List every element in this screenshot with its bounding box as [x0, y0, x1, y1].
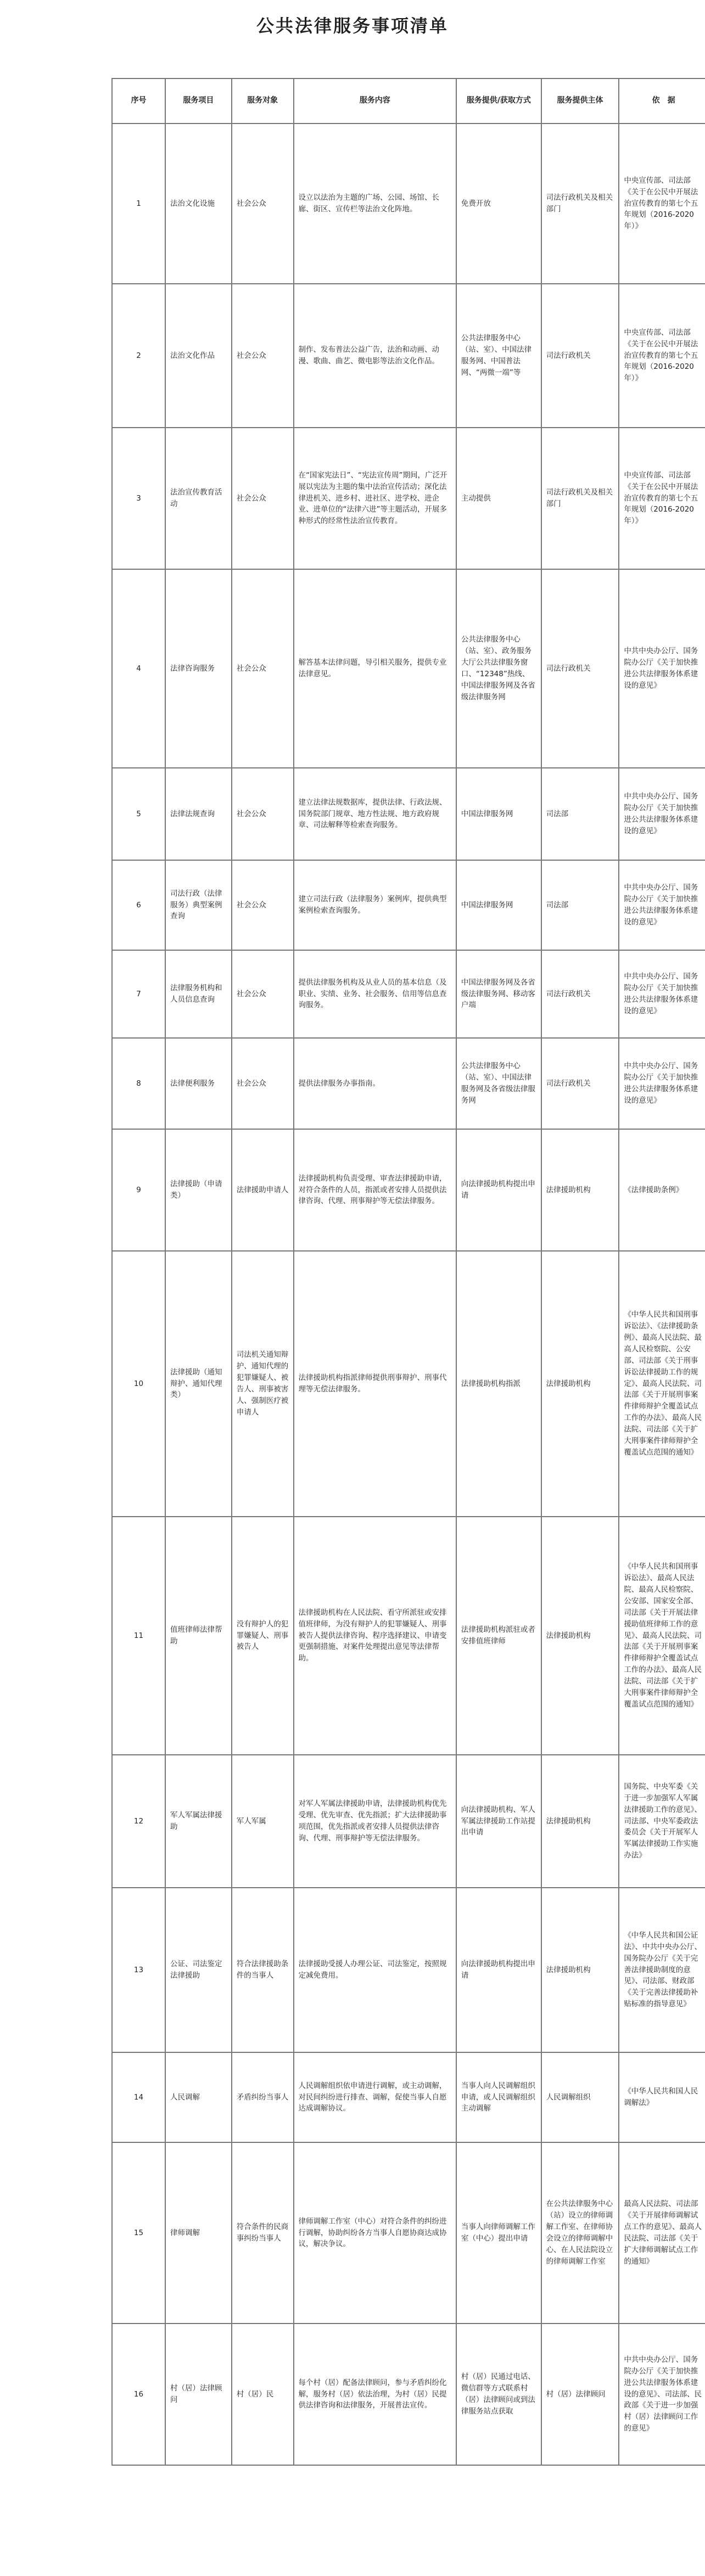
cell-item: 法律援助（通知辩护、通知代理类） — [165, 1251, 232, 1517]
table-row — [112, 1888, 705, 2052]
cell-method: 公共法律服务中心（站、室）、中国法律服务网、中国普法网、“两微一端”等 — [456, 284, 541, 428]
cell-basis: 《中华人民共和国刑事诉讼法》、《法律援助条例》、最高人民法院、最高人民检察院、公安部、司法部《关于刑事诉讼法律援助工作的规定》、最高人民法院、司法部《关于开展刑事案件律师辩护全覆盖试点工作的办法》、最高人民法院、司法部《关于扩大刑事案件律师辩护全覆盖试点范围的通知》 — [619, 1251, 705, 1517]
table-row — [112, 860, 705, 950]
cell-method: 中国法律服务网 — [456, 860, 541, 950]
cell-no: 15 — [112, 2142, 165, 2324]
cell-no: 14 — [112, 2052, 165, 2142]
cell-target: 社会公众 — [232, 1038, 294, 1129]
cell-item: 法律援助（申请类） — [165, 1129, 232, 1251]
cell-method: 向法律援助机构提出申请 — [456, 1129, 541, 1251]
cell-content: 提供法律服务机构及从业人员的基本信息（及职业、实绩、业务、社会服务、信用等信息查询服务。 — [294, 950, 456, 1038]
cell-target: 矛盾纠纷当事人 — [232, 2052, 294, 2142]
cell-item: 人民调解 — [165, 2052, 232, 2142]
cell-basis: 《中华人民共和国刑事诉讼法》、最高人民法院、最高人民检察院、公安部、国家安全部、司法部《关于开展法律援助值班律师工作的意见》、最高人民法院、司法部《关于开展刑事案件律师辩护全覆盖试点工作的办法》、最高人民法院、司法部《关于扩大刑事案件律师辩护全覆盖试点范围的通知》 — [619, 1517, 705, 1755]
cell-basis: 中共中央办公厅、国务院办公厅《关于加快推进公共法律服务体系建设的意见》 — [619, 1038, 705, 1129]
cell-method: 向法律援助机构提出申请 — [456, 1888, 541, 2052]
cell-provider: 人民调解组织 — [541, 2052, 619, 2142]
cell-item: 法律便利服务 — [165, 1038, 232, 1129]
cell-no: 6 — [112, 860, 165, 950]
cell-no: 2 — [112, 284, 165, 428]
cell-item: 军人军属法律援助 — [165, 1755, 232, 1888]
cell-item: 司法行政（法律服务）典型案例查询 — [165, 860, 232, 950]
cell-target: 法律援助申请人 — [232, 1129, 294, 1251]
cell-method: 法律援助机构指派 — [456, 1251, 541, 1517]
cell-provider: 司法行政机关 — [541, 569, 619, 768]
cell-target: 符合法律援助条件的当事人 — [232, 1888, 294, 2052]
cell-method: 向法律援助机构、军人军属法律援助工作站提出申请 — [456, 1755, 541, 1888]
cell-item: 村（居）法律顾问 — [165, 2324, 232, 2465]
cell-method: 中国法律服务网及各省级法律服务网、移动客户端 — [456, 950, 541, 1038]
cell-basis: 中共中央办公厅、国务院办公厅《关于加快推进公共法律服务体系建设的意见》 — [619, 860, 705, 950]
cell-basis: 中共中央办公厅、国务院办公厅《关于加快推进公共法律服务体系建设的意见》 — [619, 569, 705, 768]
table-row — [112, 428, 705, 569]
cell-provider: 法律援助机构 — [541, 1755, 619, 1888]
cell-content: 对军人军属法律援助申请，法律援助机构优先受理、优先审查、优先指派；扩大法律援助事项范围，优先指派或者安排人员提供法律咨询、代理、刑事辩护等无偿法律服务。 — [294, 1755, 456, 1888]
cell-content: 建立司法行政（法律服务）案例库，提供典型案例检索查询服务。 — [294, 860, 456, 950]
cell-target: 符合条件的民商事纠纷当事人 — [232, 2142, 294, 2324]
cell-no: 12 — [112, 1755, 165, 1888]
cell-item: 法治文化设施 — [165, 124, 232, 284]
table-row — [112, 768, 705, 860]
cell-basis: 《中华人民共和国公证法》、中共中央办公厅、国务院办公厅《关于完善法律援助制度的意见》、司法部、财政部《关于完善法律援助补贴标准的指导意见》 — [619, 1888, 705, 2052]
cell-target: 社会公众 — [232, 284, 294, 428]
cell-method: 法律援助机构派驻或者安排值班律师 — [456, 1517, 541, 1755]
cell-item: 公证、司法鉴定法律援助 — [165, 1888, 232, 2052]
cell-no: 16 — [112, 2324, 165, 2465]
cell-no: 3 — [112, 428, 165, 569]
table-row — [112, 1517, 705, 1755]
cell-content: 制作、发布普法公益广告，法治和动画、动漫、歌曲、曲艺、微电影等法治文化作品。 — [294, 284, 456, 428]
table-row — [112, 1755, 705, 1888]
cell-provider: 司法部 — [541, 860, 619, 950]
cell-target: 社会公众 — [232, 428, 294, 569]
table-row — [112, 284, 705, 428]
cell-item: 法律服务机构和人员信息查询 — [165, 950, 232, 1038]
cell-provider: 法律援助机构 — [541, 1888, 619, 2052]
document-title: 公共法律服务事项清单 — [256, 15, 449, 36]
cell-basis: 《法律援助条例》 — [619, 1129, 705, 1251]
cell-target: 村（居）民 — [232, 2324, 294, 2465]
cell-target: 社会公众 — [232, 768, 294, 860]
cell-target: 社会公众 — [232, 124, 294, 284]
table-row — [112, 1038, 705, 1129]
table-row — [112, 2052, 705, 2142]
cell-item: 律师调解 — [165, 2142, 232, 2324]
cell-target: 司法机关通知辩护、通知代理的犯罪嫌疑人、被告人、刑事被害人、强制医疗被申请人 — [232, 1251, 294, 1517]
cell-basis: 最高人民法院、司法部《关于开展律师调解试点工作的意见》、最高人民法院、司法部《关于扩大律师调解试点工作的通知》 — [619, 2142, 705, 2324]
header-no: 序号 — [112, 78, 165, 124]
cell-no: 9 — [112, 1129, 165, 1251]
cell-content: 解答基本法律问题，导引相关服务，提供专业法律意见。 — [294, 569, 456, 768]
cell-basis: 中央宣传部、司法部《关于在公民中开展法治宣传教育的第七个五年规划（2016-2020年）》 — [619, 124, 705, 284]
cell-basis: 国务院、中央军委《关于进一步加强军人军属法律援助工作的意见》、司法部、中央军委政法委员会《关于开展军人军属法律援助工作实施办法》 — [619, 1755, 705, 1888]
cell-method: 公共法律服务中心（站、室）、中国法律服务网及各省级法律服务网 — [456, 1038, 541, 1129]
table-row — [112, 1129, 705, 1251]
cell-method: 村（居）民通过电话、微信群等方式联系村（居）法律顾问或到法律服务站点获取 — [456, 2324, 541, 2465]
cell-content: 提供法律服务办事指南。 — [294, 1038, 456, 1129]
cell-no: 8 — [112, 1038, 165, 1129]
cell-basis: 中央宣传部、司法部《关于在公民中开展法治宣传教育的第七个五年规划（2016-2020年）》 — [619, 428, 705, 569]
table-body — [112, 124, 705, 2465]
cell-target: 社会公众 — [232, 950, 294, 1038]
table-row — [112, 1251, 705, 1517]
header-target: 服务对象 — [232, 78, 294, 124]
cell-target: 社会公众 — [232, 569, 294, 768]
cell-basis: 中共中央办公厅、国务院办公厅《关于加快推进公共法律服务体系建设的意见》 — [619, 950, 705, 1038]
table-row — [112, 2142, 705, 2324]
cell-provider: 法律援助机构 — [541, 1251, 619, 1517]
cell-method: 主动提供 — [456, 428, 541, 569]
table-row — [112, 124, 705, 284]
cell-method: 免费开放 — [456, 124, 541, 284]
cell-provider: 司法部 — [541, 768, 619, 860]
cell-provider: 法律援助机构 — [541, 1517, 619, 1755]
cell-basis: 中央宣传部、司法部《关于在公民中开展法治宣传教育的第七个五年规划（2016-2020年）》 — [619, 284, 705, 428]
cell-item: 法律法规查询 — [165, 768, 232, 860]
cell-provider: 司法行政机关 — [541, 1038, 619, 1129]
cell-no: 11 — [112, 1517, 165, 1755]
cell-target: 社会公众 — [232, 860, 294, 950]
table-header-row — [112, 78, 705, 124]
header-provider: 服务提供主体 — [541, 78, 619, 124]
header-method: 服务提供/获取方式 — [456, 78, 541, 124]
cell-provider: 司法行政机关及相关部门 — [541, 428, 619, 569]
cell-no: 10 — [112, 1251, 165, 1517]
cell-item: 法律咨询服务 — [165, 569, 232, 768]
service-list-table — [111, 78, 705, 2466]
cell-no: 5 — [112, 768, 165, 860]
table-row — [112, 2324, 705, 2465]
cell-no: 1 — [112, 124, 165, 284]
cell-content: 律师调解工作室（中心）对符合条件的纠纷进行调解，协助纠纷各方当事人自愿协商达成协议，解决争议。 — [294, 2142, 456, 2324]
cell-provider: 法律援助机构 — [541, 1129, 619, 1251]
cell-content: 人民调解组织依申请进行调解，或主动调解，对民间纠纷进行排查、调解，促使当事人自愿达成调解协议。 — [294, 2052, 456, 2142]
header-content: 服务内容 — [294, 78, 456, 124]
cell-method: 公共法律服务中心（站、室）、政务服务大厅公共法律服务窗口、“12348”热线、中国法律服务网及各省级法律服务网 — [456, 569, 541, 768]
cell-basis: 《中华人民共和国人民调解法》 — [619, 2052, 705, 2142]
table-row — [112, 950, 705, 1038]
table-row — [112, 569, 705, 768]
cell-method: 当事人向律师调解工作室（中心）提出申请 — [456, 2142, 541, 2324]
cell-no: 13 — [112, 1888, 165, 2052]
cell-method: 当事人向人民调解组织申请，或人民调解组织主动调解 — [456, 2052, 541, 2142]
cell-provider: 司法行政机关 — [541, 284, 619, 428]
cell-provider: 司法行政机关 — [541, 950, 619, 1038]
header-item: 服务项目 — [165, 78, 232, 124]
cell-basis: 中共中央办公厅、国务院办公厅《关于加快推进公共法律服务体系建设的意见》、司法部、民政部《关于进一步加强村（居）法律顾问工作的意见》 — [619, 2324, 705, 2465]
cell-content: 在“国家宪法日”、“宪法宣传周”期间，广泛开展以宪法为主题的集中法治宣传活动；深化法律进机关、进乡村、进社区、进学校、进企业、进单位的“法律六进”等主题活动，开展多种形式的经常性法治宣传教育。 — [294, 428, 456, 569]
cell-content: 设立以法治为主题的广场、公园、场馆、长廊、街区、宣传栏等法治文化阵地。 — [294, 124, 456, 284]
cell-no: 4 — [112, 569, 165, 768]
cell-method: 中国法律服务网 — [456, 768, 541, 860]
cell-target: 没有辩护人的犯罪嫌疑人、刑事被告人 — [232, 1517, 294, 1755]
cell-item: 值班律师法律帮助 — [165, 1517, 232, 1755]
cell-basis: 中共中央办公厅、国务院办公厅《关于加快推进公共法律服务体系建设的意见》 — [619, 768, 705, 860]
cell-no: 7 — [112, 950, 165, 1038]
cell-provider: 在公共法律服务中心（站）设立的律师调解工作室、在律师协会设立的律师调解中心、在人民法院设立的律师调解工作室 — [541, 2142, 619, 2324]
cell-content: 法律援助机构指派律师提供刑事辩护、刑事代理等无偿法律服务。 — [294, 1251, 456, 1517]
cell-content: 建立法律法规数据库，提供法律、行政法规、国务院部门规章、地方性法规、地方政府规章、司法解释等检索查询服务。 — [294, 768, 456, 860]
cell-content: 法律援助机构在人民法院、看守所派驻或安排值班律师，为没有辩护人的犯罪嫌疑人、刑事被告人提供法律咨询、程序选择建议、申请变更强制措施、对案件处理提出意见等法律帮助。 — [294, 1517, 456, 1755]
cell-item: 法治文化作品 — [165, 284, 232, 428]
cell-content: 法律援助机构负责受理、审查法律援助申请，对符合条件的人员，指派或者安排人员提供法律咨询、代理、刑事辩护等无偿法律服务。 — [294, 1129, 456, 1251]
cell-content: 每个村（居）配备法律顾问，参与矛盾纠纷化解，服务村（居）依法治理，为村（居）民提供法律咨询和法律服务，开展普法宣传。 — [294, 2324, 456, 2465]
cell-target: 军人军属 — [232, 1755, 294, 1888]
cell-provider: 村（居）法律顾问 — [541, 2324, 619, 2465]
header-basis: 依 据 — [619, 78, 705, 124]
cell-content: 法律援助受援人办理公证、司法鉴定，按照规定减免费用。 — [294, 1888, 456, 2052]
cell-provider: 司法行政机关及相关部门 — [541, 124, 619, 284]
cell-item: 法治宣传教育活动 — [165, 428, 232, 569]
